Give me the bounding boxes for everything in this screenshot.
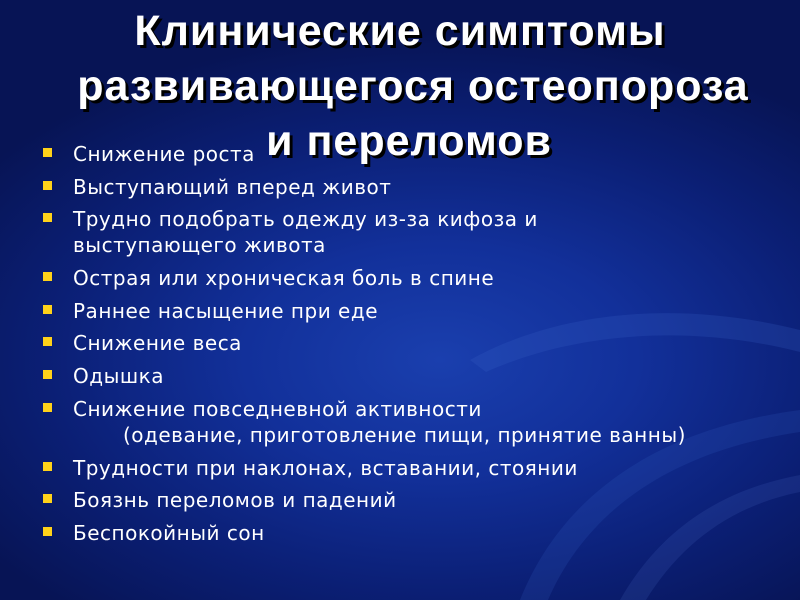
symptom-text: Снижение веса [73,331,242,356]
square-bullet-icon [43,494,52,503]
symptom-text: Трудно подобрать одежду из-за кифоза и выступающего живота [73,207,538,258]
square-bullet-icon [43,181,52,190]
symptom-list [42,141,692,553]
symptom-item [42,141,692,167]
square-bullet-icon [43,527,52,536]
symptom-text: Снижение повседневной активности [73,396,482,421]
square-bullet-icon [43,213,52,222]
symptom-item [42,455,692,481]
slide-title-line: развивающегося остеопороза [77,62,749,110]
symptom-item [42,330,692,356]
symptom-text: Боязнь переломов и падений [73,488,397,513]
symptom-text: Острая или хроническая боль в спине [73,266,495,291]
square-bullet-icon [43,370,52,379]
square-bullet-icon [43,272,52,281]
symptom-text-continuation: (одевание, приготовление пищи, принятие ванны) [123,422,686,447]
square-bullet-icon [43,462,52,471]
slide-title-line: Клинические симптомы [134,7,666,55]
square-bullet-icon [43,148,52,157]
symptom-item [42,487,692,513]
symptom-text: Одышка [73,364,164,389]
symptom-text: Снижение роста [73,142,255,166]
symptom-item [42,265,692,291]
symptom-item [42,298,692,324]
square-bullet-icon [43,403,52,412]
symptom-item [42,520,692,546]
symptom-item [42,363,692,389]
symptom-item [42,206,692,258]
symptom-text: Трудности при наклонах, вставании, стоянии [73,455,578,480]
slide-title-line: и переломов [266,117,552,165]
square-bullet-icon [43,305,52,314]
symptom-text: Выступающий вперед живот [73,174,392,199]
symptom-item [42,174,692,200]
symptom-item [42,396,692,448]
symptom-text: Беспокойный сон [73,520,265,545]
symptom-text: Раннее насыщение при еде [73,298,378,323]
square-bullet-icon [43,337,52,346]
